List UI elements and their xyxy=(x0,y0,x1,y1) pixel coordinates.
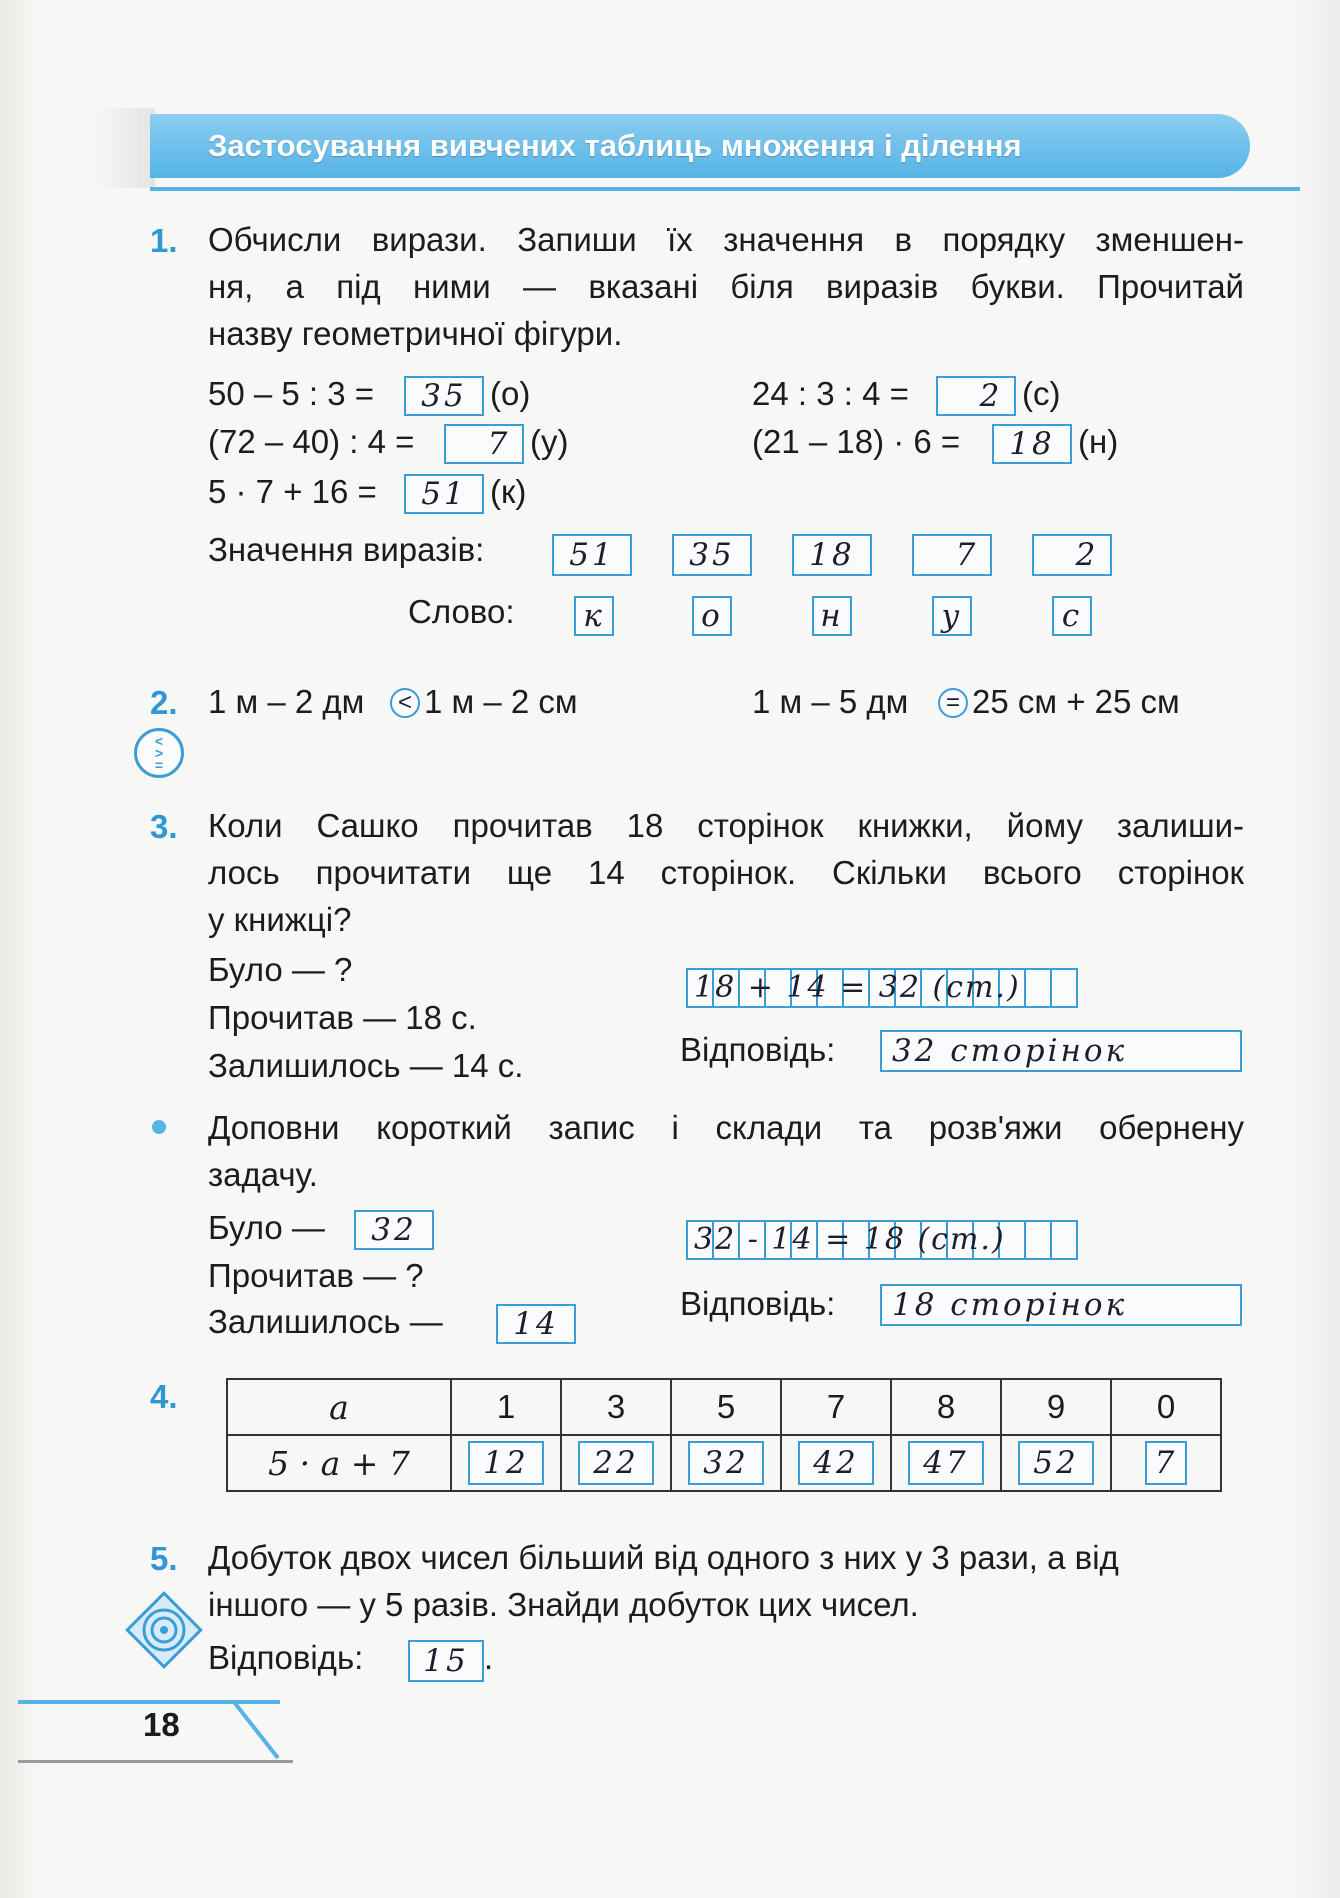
letter-box[interactable]: с xyxy=(1052,596,1092,636)
task-number: 3. xyxy=(150,808,178,845)
result-box[interactable]: 22 xyxy=(578,1441,654,1485)
answer-box[interactable]: 32 xyxy=(354,1210,434,1250)
difficulty-icon xyxy=(124,1590,204,1670)
task-number: 5. xyxy=(150,1540,178,1577)
result-box[interactable]: 52 xyxy=(1018,1441,1094,1485)
short-note: Залишилось — 14 с. xyxy=(208,1047,524,1084)
header-fade xyxy=(95,108,155,188)
answer-field[interactable]: 18 сторінок xyxy=(880,1284,1242,1326)
task3-line: у книжці? xyxy=(208,901,352,938)
answer-label: Відповідь: xyxy=(680,1031,836,1068)
expression: (72 – 40) : 4 = xyxy=(208,423,415,460)
expression: 24 : 3 : 4 = xyxy=(752,375,909,412)
table-cell: 3 xyxy=(561,1379,671,1435)
expression: (21 – 18) · 6 = xyxy=(752,423,961,460)
expression: 5 · 7 + 16 = xyxy=(208,473,377,510)
letter-box[interactable]: о xyxy=(692,596,732,636)
solution-text: 18 + 14 = 32 (ст.) xyxy=(694,970,1021,1005)
result-box[interactable]: 7 xyxy=(1145,1441,1187,1485)
task1-text xyxy=(208,216,1244,357)
footer-line xyxy=(18,1760,293,1763)
table-header-formula: 5 · a + 7 xyxy=(227,1435,451,1491)
short-note: Залишилось — xyxy=(208,1303,443,1340)
comparison-left: 1 м – 2 дм xyxy=(208,683,365,720)
result-box[interactable]: 12 xyxy=(468,1441,544,1485)
values-label: Значення виразів: xyxy=(208,531,485,568)
letter-box[interactable]: н xyxy=(812,596,852,636)
letter-box[interactable]: у xyxy=(932,596,972,636)
bullet-icon xyxy=(152,1120,166,1134)
value-box[interactable]: 18 xyxy=(792,534,872,576)
answer-label: Відповідь: xyxy=(680,1285,836,1322)
task3-line: Коли Сашко прочитав 18 сторінок книжки, йому залиши- xyxy=(208,807,1244,844)
answer-box[interactable]: 2 xyxy=(936,376,1016,416)
table-row xyxy=(227,1379,1221,1435)
answer-box[interactable]: 14 xyxy=(496,1304,576,1344)
solution-text: 32 - 14 = 18 (ст.) xyxy=(694,1222,1006,1257)
expression: 50 – 5 : 3 = xyxy=(208,375,375,412)
task1-line: назву геометричної фігури. xyxy=(208,315,623,352)
comparison-sign[interactable]: = xyxy=(938,688,968,718)
table-cell: 8 xyxy=(891,1379,1001,1435)
comparison-left: 1 м – 5 дм xyxy=(752,683,909,720)
answer-box[interactable]: 35 xyxy=(404,376,484,416)
task-number: 1. xyxy=(150,222,178,259)
table-cell: 9 xyxy=(1001,1379,1111,1435)
task3b-line: Доповни короткий запис і склади та розв'яжи обернену xyxy=(208,1109,1244,1146)
answer-field[interactable]: 32 сторінок xyxy=(880,1030,1242,1072)
result-box[interactable]: 32 xyxy=(688,1441,764,1485)
task1-line: ня, а під ними — вказані біля виразів букви. Прочитай xyxy=(208,268,1244,305)
task5-line: іншого — у 5 разів. Знайди добуток цих чисел. xyxy=(208,1586,919,1623)
short-note: Було — xyxy=(208,1209,325,1246)
table-cell: 0 xyxy=(1111,1379,1221,1435)
table-cell: 7 xyxy=(781,1379,891,1435)
value-box[interactable]: 35 xyxy=(672,534,752,576)
word-label: Слово: xyxy=(408,593,515,630)
comparison-sign[interactable]: < xyxy=(390,688,420,718)
task5-text xyxy=(208,1534,1244,1628)
value-table xyxy=(226,1378,1222,1492)
task1-line: Обчисли вирази. Запиши їх значення в порядку зменшен- xyxy=(208,221,1244,258)
table-cell: 1 xyxy=(451,1379,561,1435)
answer-box[interactable]: 7 xyxy=(444,424,524,464)
task3b-line: задачу. xyxy=(208,1156,318,1193)
expression-letter: (н) xyxy=(1078,423,1119,460)
comparison-right: 1 м – 2 см xyxy=(424,683,578,720)
answer-box[interactable]: 18 xyxy=(992,424,1072,464)
value-box[interactable]: 2 xyxy=(1032,534,1112,576)
result-box[interactable]: 47 xyxy=(908,1441,984,1485)
comparison-right: 25 см + 25 см xyxy=(972,683,1180,720)
value-box[interactable]: 7 xyxy=(912,534,992,576)
header-underline xyxy=(150,187,1300,191)
answer-box[interactable]: 51 xyxy=(404,474,484,514)
result-box[interactable]: 42 xyxy=(798,1441,874,1485)
value-box[interactable]: 51 xyxy=(552,534,632,576)
letter-box[interactable]: к xyxy=(574,596,614,636)
answer-period: . xyxy=(484,1639,494,1676)
task-number: 4. xyxy=(150,1378,178,1415)
task3-line: лось прочитати ще 14 сторінок. Скільки всього сторінок xyxy=(208,854,1244,891)
answer-label: Відповідь: xyxy=(208,1639,364,1676)
short-note: Прочитав — ? xyxy=(208,1257,424,1294)
page-number: 18 xyxy=(143,1706,180,1743)
expression-letter: (к) xyxy=(490,473,527,510)
table-header-a: a xyxy=(227,1379,451,1435)
expression-letter: (с) xyxy=(1022,375,1061,412)
compare-signs-icon: < > = xyxy=(134,728,184,778)
section-title: Застосування вивчених таблиць множення і ділення xyxy=(150,114,1250,178)
page-number-slant xyxy=(232,1702,282,1762)
expression-letter: (о) xyxy=(490,375,531,412)
task5-line: Добуток двох чисел більший від одного з них у 3 рази, а від xyxy=(208,1539,1119,1576)
task3-text xyxy=(208,802,1244,943)
task3b-text xyxy=(208,1104,1244,1198)
table-row xyxy=(227,1435,1221,1491)
short-note: Прочитав — 18 с. xyxy=(208,999,477,1036)
task-number: 2. xyxy=(150,684,178,721)
table-cell: 5 xyxy=(671,1379,781,1435)
expression-letter: (у) xyxy=(530,423,569,460)
short-note: Було — ? xyxy=(208,951,353,988)
answer-box[interactable]: 15 xyxy=(408,1640,484,1682)
